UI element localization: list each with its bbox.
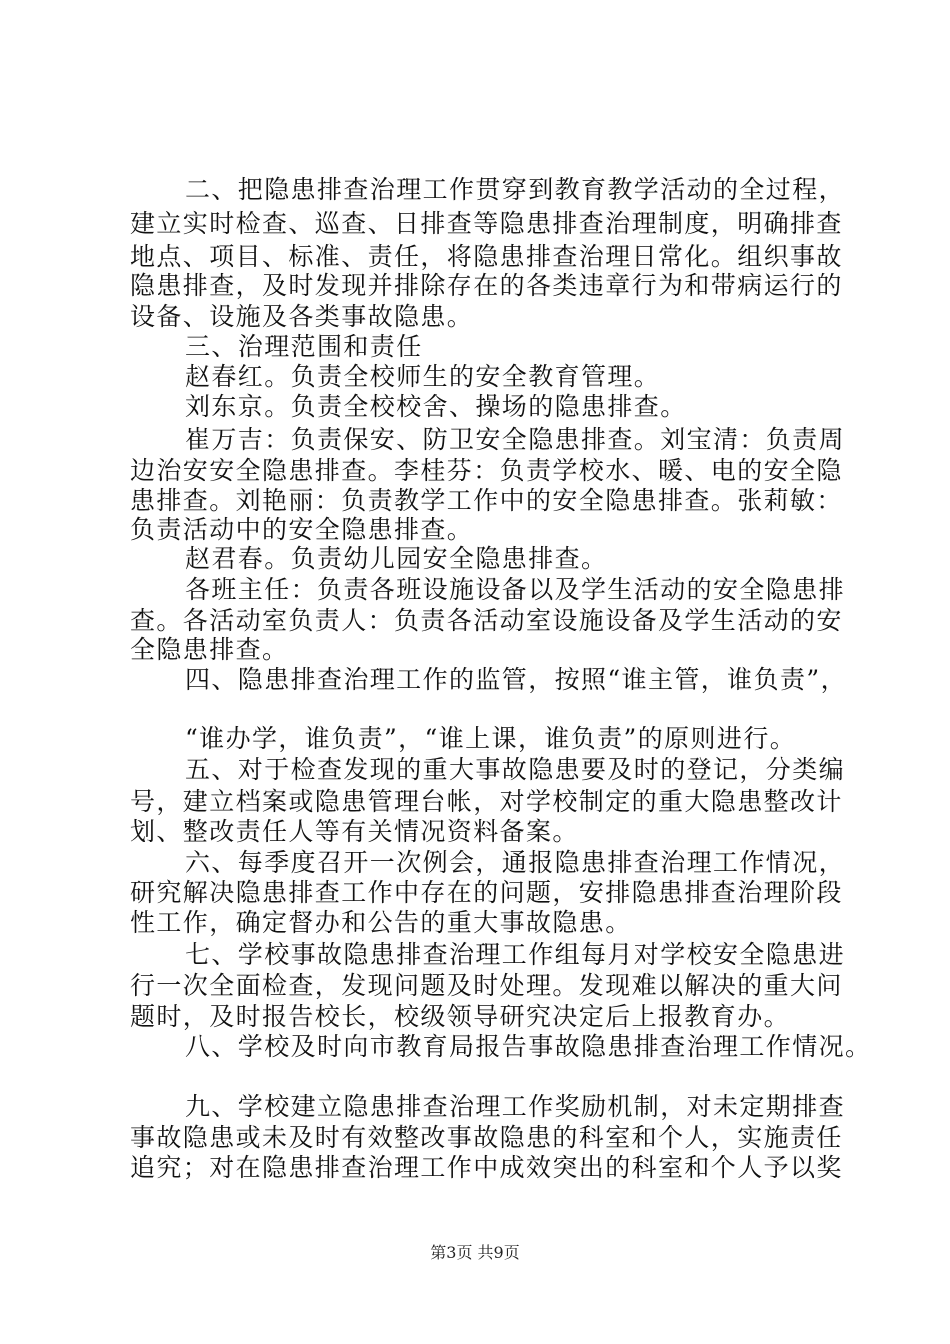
text-line: 六、每季度召开一次例会，通报隐患排查治理工作情况， [185,848,846,877]
text-line: 建立实时检查、巡查、日排查等隐患排查治理制度，明确排查 [130,209,843,238]
text-line: 七、学校事故隐患排查治理工作组每月对学校安全隐患进 [185,940,846,969]
text-line: 事故隐患或未及时有效整改事故隐患的科室和个人，实施责任 [130,1123,843,1152]
text-line: 题时，及时报告校长，校级领导研究决定后上报教育办。 [130,1002,791,1031]
text-line: 崔万吉：负责保安、防卫安全隐患排查。刘宝清：负责周 [185,425,846,454]
text-line: 号，建立档案或隐患管理台帐，对学校制定的重大隐患整改计 [130,787,843,816]
section-heading: 三、治理范围和责任 [185,332,423,361]
text-line: 四、隐患排查治理工作的监管，按照“谁主管，谁负责”， [185,665,847,694]
text-line: 各班主任：负责各班设施设备以及学生活动的安全隐患排 [185,575,846,604]
text-line: 全隐患排查。 [130,635,289,664]
text-line: 五、对于检查发现的重大事故隐患要及时的登记，分类编 [185,755,846,784]
text-line: 行一次全面检查，发现问题及时处理。发现难以解决的重大问 [130,971,843,1000]
text-line: 九、学校建立隐患排查治理工作奖励机制，对未定期排查 [185,1092,846,1121]
text-line: 研究解决隐患排查工作中存在的问题，安排隐患排查治理阶段 [130,878,843,907]
text-line: 性工作，确定督办和公告的重大事故隐患。 [130,908,632,937]
text-line: 查。各活动室负责人：负责各活动室设施设备及学生活动的安 [130,606,843,635]
text-line: 地点、项目、标准、责任，将隐患排查治理日常化。组织事故 [130,242,843,271]
text-line: “谁办学，谁负责”，“谁上课，谁负责”的原则进行。 [185,724,797,753]
text-line: 赵春红。负责全校师生的安全教育管理。 [185,362,661,391]
text-line: 边治安安全隐患排查。李桂芬：负责学校水、暖、电的安全隐 [130,456,843,485]
page-number-footer: 第3页 共9页 [430,1243,520,1262]
text-line: 追究；对在隐患排查治理工作中成效突出的科室和个人予以奖 [130,1153,843,1182]
text-line: 二、把隐患排查治理工作贯穿到教育教学活动的全过程， [185,175,846,204]
text-line: 负责活动中的安全隐患排查。 [130,515,474,544]
text-line: 八、学校及时向市教育局报告事故隐患排查治理工作情况。 [185,1032,872,1061]
text-line: 隐患排查，及时发现并排除存在的各类违章行为和带病运行的 [130,271,843,300]
text-line: 刘东京。负责全校校舍、操场的隐患排查。 [185,392,687,421]
text-line: 划、整改责任人等有关情况资料备案。 [130,817,579,846]
text-line: 设备、设施及各类事故隐患。 [130,302,474,331]
text-line: 患排查。刘艳丽：负责教学工作中的安全隐患排查。张莉敏： [130,486,843,515]
text-line: 赵君春。负责幼儿园安全隐患排查。 [185,544,608,573]
